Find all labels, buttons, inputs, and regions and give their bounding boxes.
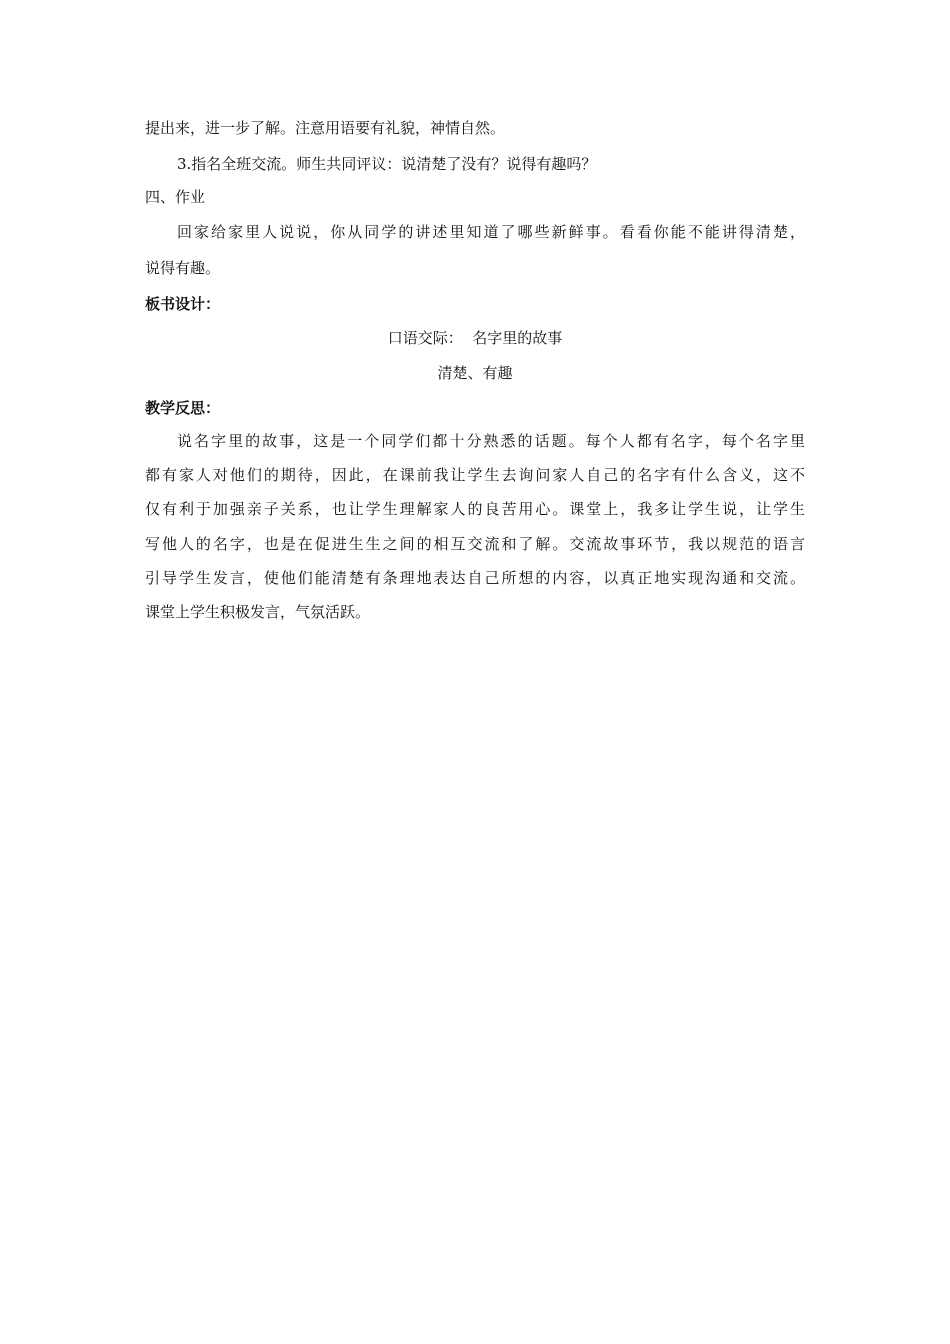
section-heading-homework: 四、作业 — [145, 188, 206, 206]
reflection-line: 都有家人对他们的期待，因此，在课前我让学生去询问家人自己的名字有什么含义，这不 — [145, 466, 805, 484]
reflection-line: 仅有利于加强亲子关系，也让学生理解家人的良苦用心。课堂上，我多让学生说，让学生 — [145, 500, 805, 518]
paragraph-line: 说得有趣。 — [145, 259, 221, 277]
reflection-line: 课堂上学生积极发言，气氛活跃。 — [145, 603, 371, 621]
reflection-line: 写他人的名字，也是在促进生生之间的相互交流和了解。交流故事环节，我以规范的语言 — [145, 535, 805, 553]
reflection-line: 说名字里的故事，这是一个同学们都十分熟悉的话题。每个人都有名字，每个名字里 — [177, 432, 805, 450]
board-title: 口语交际： 名字里的故事 — [387, 329, 563, 347]
paragraph-line: 提出来，进一步了解。注意用语要有礼貌，神情自然。 — [145, 119, 506, 137]
reflection-line: 引导学生发言，使他们能清楚有条理地表达自己所想的内容，以真正地实现沟通和交流。 — [145, 569, 805, 587]
paragraph-line: 回家给家里人说说，你从同学的讲述里知道了哪些新鲜事。看看你能不能讲得清楚， — [177, 223, 805, 241]
board-design-heading: 板书设计： — [145, 295, 221, 313]
paragraph-line: 3.指名全班交流。师生共同评议：说清楚了没有？说得有趣吗？ — [177, 155, 597, 173]
reflection-heading: 教学反思： — [145, 399, 221, 417]
board-subtitle: 清楚、有趣 — [437, 364, 513, 382]
